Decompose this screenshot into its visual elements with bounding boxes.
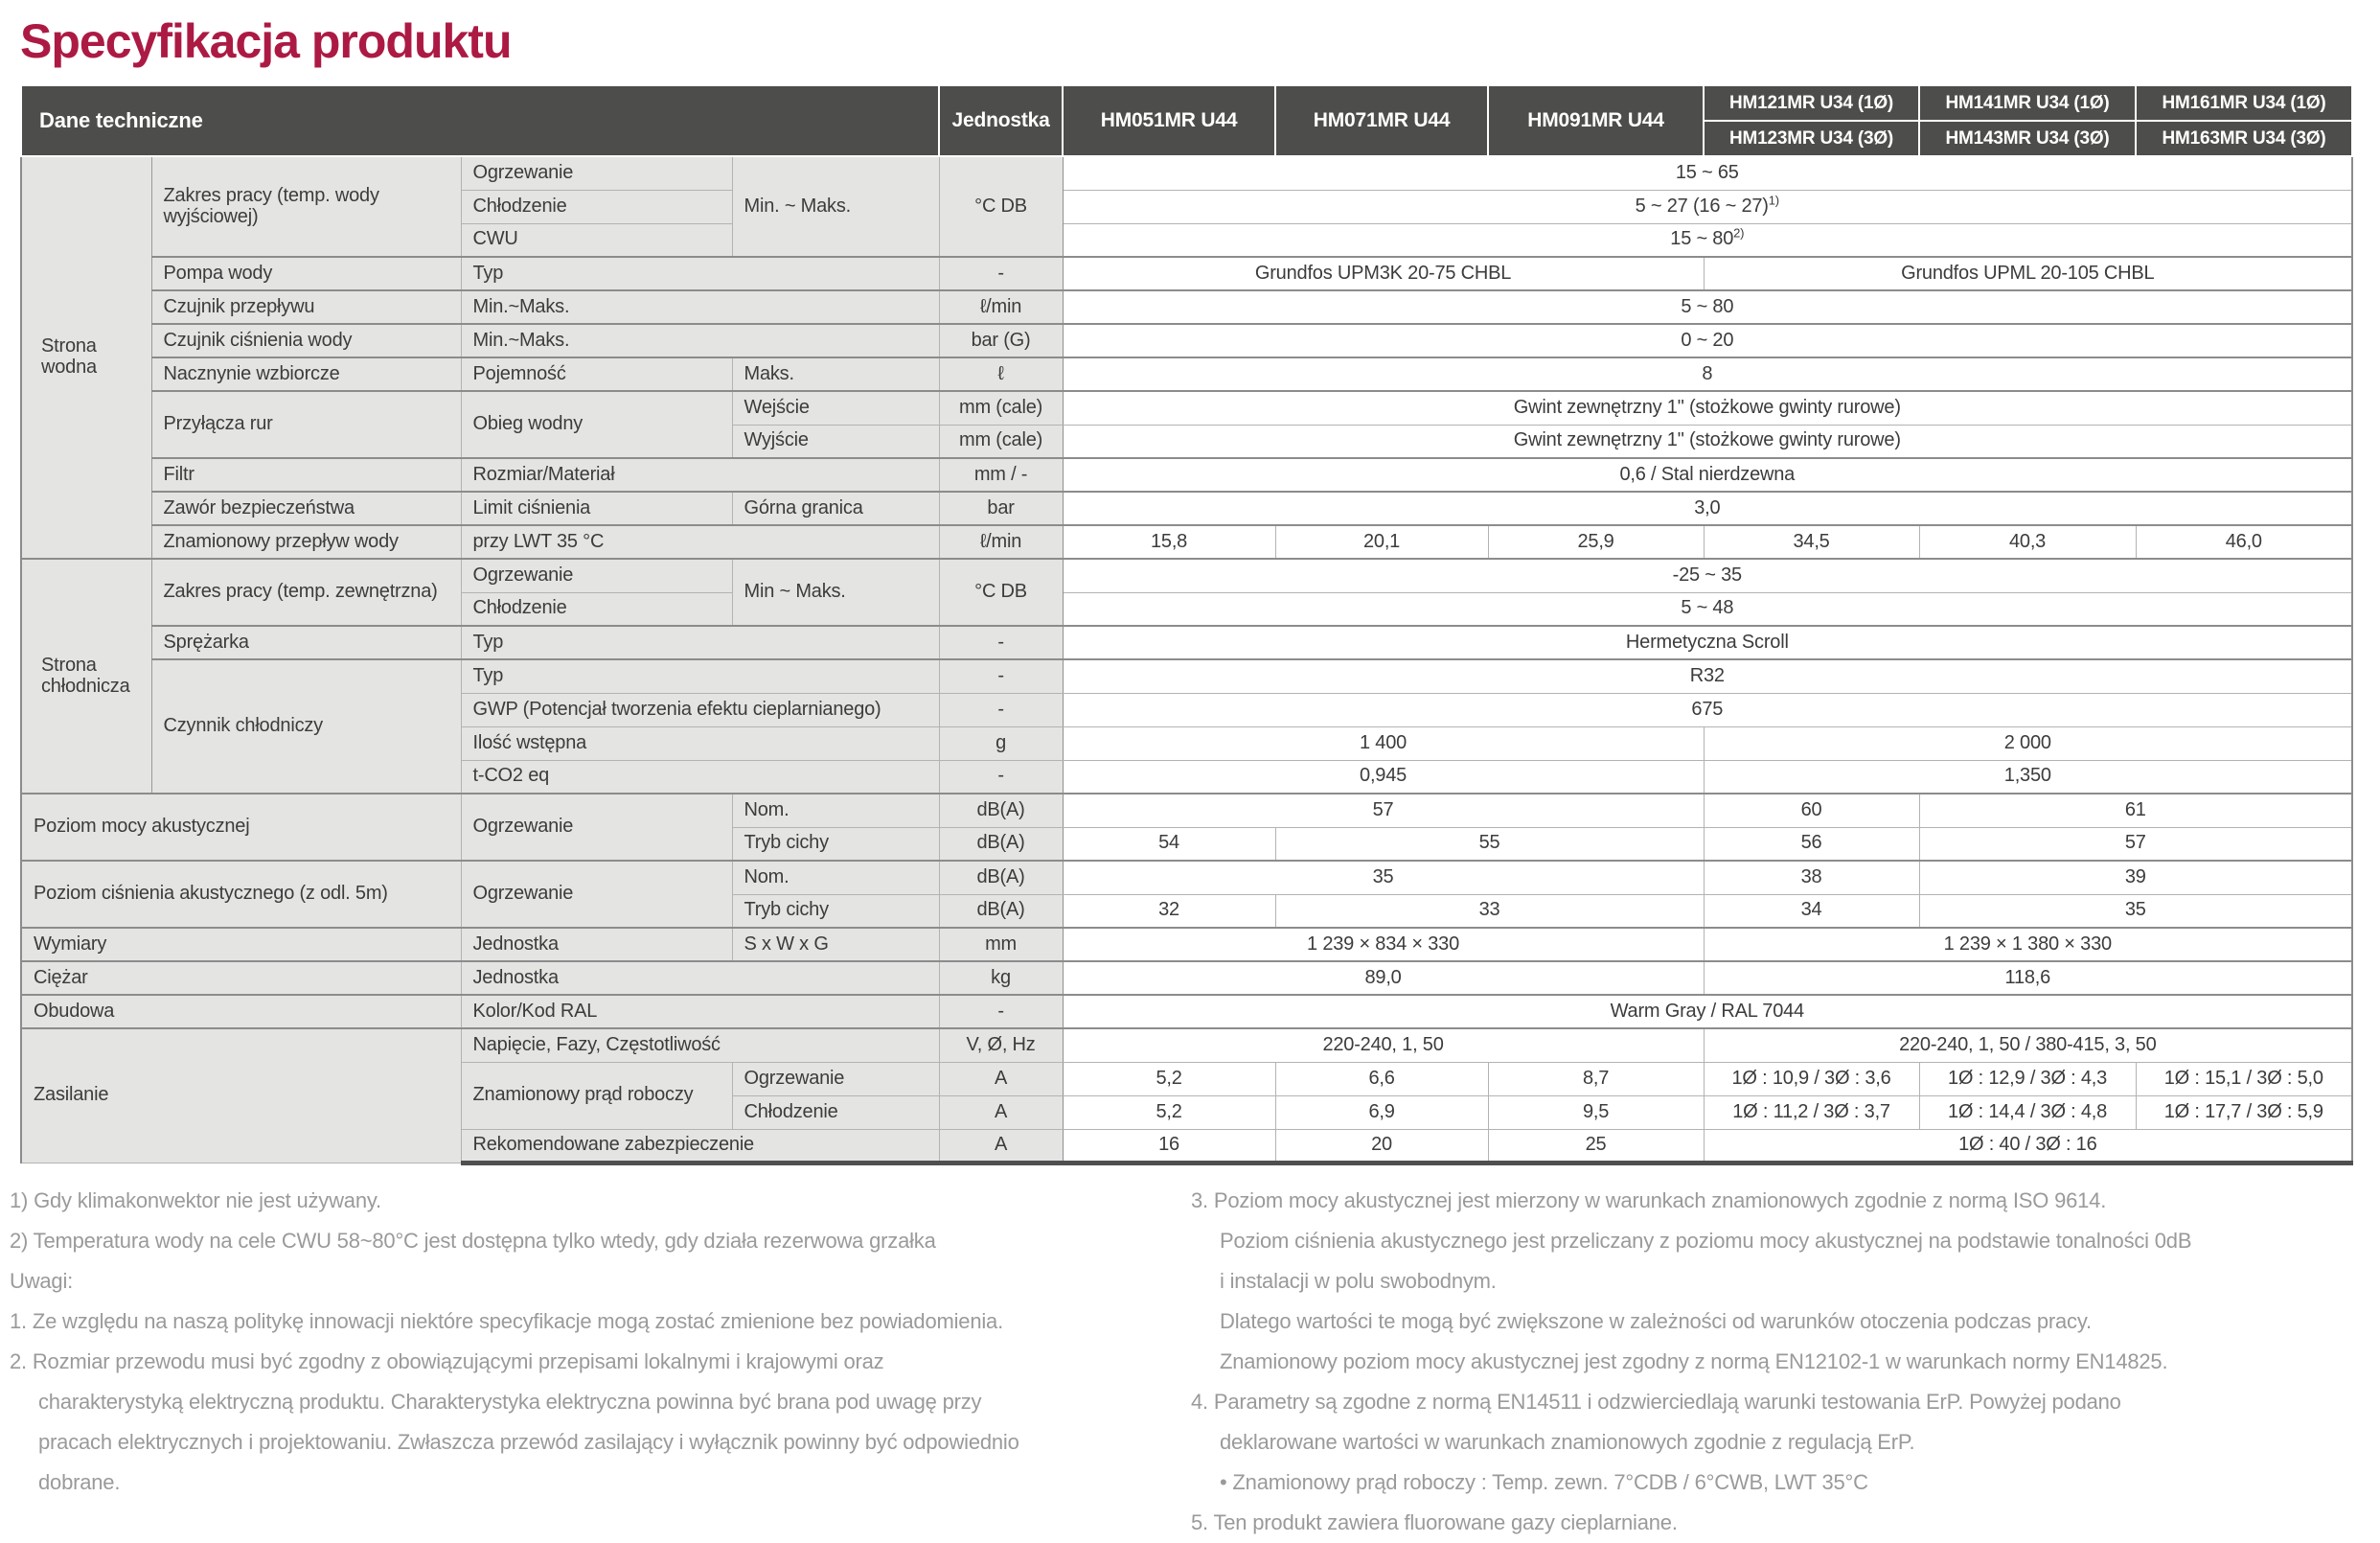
unit-cell: dB(A) [939,894,1063,928]
footnote-line: • Znamionowy prąd roboczy : Temp. zewn. 7°CDB / 6°CWB, LWT 35°C [1220,1469,1868,1494]
unit-cell: mm / - [939,458,1063,492]
unit-cell: mm [939,928,1063,961]
value-cell: 8 [1063,357,2352,391]
model-header: HM141MR U34 (1Ø) [1919,85,2136,121]
sub-label: Ilość wstępna [461,726,939,760]
value-cell: 0,6 / Stal nierdzewna [1063,458,2352,492]
unit-cell: mm (cale) [939,425,1063,458]
table-row [21,659,2352,693]
value-cell: 33 [1275,894,1704,928]
unit-cell: A [939,1062,1063,1095]
row-label: Sprężarka [151,626,461,659]
value-cell: 1Ø : 40 / 3Ø : 16 [1704,1129,2352,1163]
row-label: Zakres pracy (temp. wody wyjściowej) [151,156,461,257]
sub-label: Min.~Maks. [461,290,939,324]
footnote-line: 1) Gdy klimakonwektor nie jest używany. [10,1187,381,1212]
table-row [21,861,2352,894]
footnote-line: 2) Temperatura wody na cele CWU 58~80°C jest dostępna tylko wtedy, gdy działa rezerwowa grzałka [10,1228,936,1253]
row-label: Czujnik ciśnienia wody [151,324,461,357]
value-cell: Grundfos UPML 20-105 CHBL [1704,257,2352,290]
unit-cell: dB(A) [939,861,1063,894]
sub-label: Jednostka [461,961,939,995]
footnote-line: Znamionowy poziom mocy akustycznej jest zgodny z normą EN12102-1 w warunkach normy EN14825. [1220,1348,2168,1373]
model-header: HM121MR U34 (1Ø) [1704,85,1919,121]
value-cell: 1 400 [1063,726,1704,760]
footnote-line: 4. Parametry są zgodne z normą EN14511 i odzwierciedlają warunki testowania ErP. Powyżej podano [1191,1389,2121,1414]
value-cell: 89,0 [1063,961,1704,995]
footnote-line: deklarowane wartości w warunkach znamionowych zgodnie z regulacją ErP. [1220,1429,1915,1454]
model-header: HM161MR U34 (1Ø) [2136,85,2352,121]
value-cell: 55 [1275,827,1704,861]
value-cell: 15 ~ 65 [1063,156,2352,190]
value-cell: 54 [1063,827,1275,861]
footnote-ref: 2) [1733,225,1745,241]
sub-label: przy LWT 35 °C [461,525,939,559]
value-cell: 5 ~ 48 [1063,592,2352,626]
table-header [21,85,2352,156]
model-header: HM163MR U34 (3Ø) [2136,121,2352,156]
value-cell: 1Ø : 11,2 / 3Ø : 3,7 [1704,1095,1919,1129]
detail-label: Min. ~ Maks. [732,156,939,257]
row-label: Ciężar [21,961,461,995]
row-label: Obudowa [21,995,461,1028]
unit-cell: mm (cale) [939,391,1063,425]
unit-cell: V, Ø, Hz [939,1028,1063,1062]
footnote-line: 3. Poziom mocy akustycznej jest mierzony w warunkach znamionowych zgodnie z normą ISO 9614. [1191,1187,2107,1212]
model-header: HM051MR U44 [1063,85,1275,156]
table-row [21,492,2352,525]
value-cell: 5,2 [1063,1095,1275,1129]
row-label: Zakres pracy (temp. zewnętrzna) [151,559,461,626]
footnote-line: Poziom ciśnienia akustycznego jest przeliczany z poziomu mocy akustycznej na podstawie tonalności 0dB [1220,1228,2192,1253]
unit-cell: - [939,626,1063,659]
footnote-line: i instalacji w polu swobodnym. [1220,1268,1497,1293]
sub-label: Rozmiar/Materiał [461,458,939,492]
value-cell: Warm Gray / RAL 7044 [1063,995,2352,1028]
value-cell: 61 [1919,794,2352,827]
unit-cell: ℓ/min [939,290,1063,324]
model-header: HM143MR U34 (3Ø) [1919,121,2136,156]
sub-label: Ogrzewanie [461,794,732,861]
table-row [21,290,2352,324]
value-cell: 1Ø : 17,7 / 3Ø : 5,9 [2136,1095,2352,1129]
value-cell: 5 ~ 27 (16 ~ 27)$^{1)}$ [1063,190,2352,223]
detail-label: Min ~ Maks. [732,559,939,626]
detail-label: Wyjście [732,425,939,458]
detail-label: Nom. [732,794,939,827]
value-cell: -25 ~ 35 [1063,559,2352,592]
value-cell: 6,9 [1275,1095,1488,1129]
value-cell: 39 [1919,861,2352,894]
sub-label: Typ [461,626,939,659]
detail-label: Chłodzenie [732,1095,939,1129]
sub-label: Napięcie, Fazy, Częstotliwość [461,1028,939,1062]
value-cell: 220-240, 1, 50 / 380-415, 3, 50 [1704,1028,2352,1062]
detail-label: Tryb cichy [732,827,939,861]
table-row [21,156,2352,190]
value-cell: 16 [1063,1129,1275,1163]
spec-table [20,84,2353,1165]
unit-cell: - [939,995,1063,1028]
table-row [21,525,2352,559]
value-cell: 57 [1063,794,1704,827]
sub-label: Ogrzewanie [461,156,732,190]
value-cell: 38 [1704,861,1919,894]
value-cell: 0 ~ 20 [1063,324,2352,357]
detail-label: Nom. [732,861,939,894]
section-label: Strona chłodnicza [21,559,151,794]
value-cell: 3,0 [1063,492,2352,525]
value-cell: Hermetyczna Scroll [1063,626,2352,659]
unit-cell: ℓ [939,357,1063,391]
value-cell: 20,1 [1275,525,1488,559]
footnote-line: Dlatego wartości te mogą być zwiększone w zależności od warunków otoczenia podczas pracy. [1220,1308,2092,1333]
value-cell: 25 [1488,1129,1704,1163]
sub-label: Jednostka [461,928,732,961]
value-cell: 46,0 [2136,525,2352,559]
value-cell: 20 [1275,1129,1488,1163]
header-dane-techniczne: Dane techniczne [21,85,939,156]
sub-label: GWP (Potencjał tworzenia efektu cieplarnianego) [461,693,939,726]
sub-label: Kolor/Kod RAL [461,995,939,1028]
row-label: Pompa wody [151,257,461,290]
detail-label: Wejście [732,391,939,425]
row-label: Zawór bezpieczeństwa [151,492,461,525]
value-cell: 34,5 [1704,525,1919,559]
footnote-line: 2. Rozmiar przewodu musi być zgodny z obowiązującymi przepisami lokalnymi i krajowymi oraz [10,1348,884,1373]
unit-cell: bar (G) [939,324,1063,357]
row-label: Czynnik chłodniczy [151,659,461,794]
unit-cell: A [939,1129,1063,1163]
value-cell: R32 [1063,659,2352,693]
value-cell: 35 [1919,894,2352,928]
table-row [21,458,2352,492]
row-label: Znamionowy przepływ wody [151,525,461,559]
value-cell: 15,8 [1063,525,1275,559]
footnote-line: pracach elektrycznych i projektowaniu. Zwłaszcza przewód zasilający i wyłącznik powinny być odpowiednio [38,1429,1019,1454]
value-cell: 1Ø : 15,1 / 3Ø : 5,0 [2136,1062,2352,1095]
unit-cell: kg [939,961,1063,995]
footnote-line: Uwagi: [10,1268,74,1293]
sub-label: Chłodzenie [461,592,732,626]
sub-label: Typ [461,257,939,290]
row-label: Filtr [151,458,461,492]
footnotes-right [1191,1181,2372,1543]
table-row [21,995,2352,1028]
sub-label: Chłodzenie [461,190,732,223]
value-cell: 675 [1063,693,2352,726]
value-cell: Grundfos UPM3K 20-75 CHBL [1063,257,1704,290]
unit-cell: - [939,257,1063,290]
value-cell: 25,9 [1488,525,1704,559]
sub-label: Typ [461,659,939,693]
footnotes [10,1181,2372,1543]
detail-label: Górna granica [732,492,939,525]
value-cell: 15 ~ 80$^{2)}$ [1063,223,2352,257]
unit-cell: ℓ/min [939,525,1063,559]
row-label: Zasilanie [21,1028,461,1163]
table-row [21,961,2352,995]
table-row [21,324,2352,357]
value-cell: 60 [1704,794,1919,827]
unit-cell: A [939,1095,1063,1129]
row-label: Nacznynie wzbiorcze [151,357,461,391]
unit-cell: °C DB [939,559,1063,626]
value-cell: 32 [1063,894,1275,928]
detail-label: Maks. [732,357,939,391]
value-cell: 2 000 [1704,726,2352,760]
model-header: HM091MR U44 [1488,85,1704,156]
value-cell: 57 [1919,827,2352,861]
sub-label: Obieg wodny [461,391,732,458]
page-title: Specyfikacja produktu [20,14,512,68]
row-label: Czujnik przepływu [151,290,461,324]
value-cell: 5,2 [1063,1062,1275,1095]
row-label: Poziom mocy akustycznej [21,794,461,861]
sub-label: Znamionowy prąd roboczy [461,1062,732,1129]
section-label: Strona wodna [21,156,151,559]
sub-label: Ogrzewanie [461,861,732,928]
value-cell: 6,6 [1275,1062,1488,1095]
value-cell: 118,6 [1704,961,2352,995]
value-cell: 1Ø : 14,4 / 3Ø : 4,8 [1919,1095,2136,1129]
unit-cell: - [939,760,1063,794]
footnotes-left [10,1181,1191,1543]
footnote-line: 5. Ten produkt zawiera fluorowane gazy cieplarniane. [1191,1509,1678,1534]
unit-cell: - [939,659,1063,693]
value-cell: 34 [1704,894,1919,928]
value-cell: 1 239 × 1 380 × 330 [1704,928,2352,961]
value-cell: 35 [1063,861,1704,894]
value-cell: 9,5 [1488,1095,1704,1129]
unit-cell: dB(A) [939,827,1063,861]
sub-label: Rekomendowane zabezpieczenie [461,1129,939,1163]
table-row [21,626,2352,659]
detail-label: Ogrzewanie [732,1062,939,1095]
footnote-line: dobrane. [38,1469,121,1494]
model-header: HM071MR U44 [1275,85,1488,156]
footnote-line: 1. Ze względu na naszą politykę innowacji niektóre specyfikacje mogą zostać zmienione bez powiadomienia. [10,1308,1003,1333]
value-cell: 220-240, 1, 50 [1063,1028,1704,1062]
row-label: Poziom ciśnienia akustycznego (z odl. 5m) [21,861,461,928]
unit-cell: g [939,726,1063,760]
sub-label: CWU [461,223,732,257]
table-row [21,391,2352,425]
value-cell: 1 239 × 834 × 330 [1063,928,1704,961]
detail-label: S x W x G [732,928,939,961]
sub-label: Min.~Maks. [461,324,939,357]
model-header: HM123MR U34 (3Ø) [1704,121,1919,156]
table-row [21,1028,2352,1062]
table-row [21,257,2352,290]
table-row [21,357,2352,391]
value-cell: 5 ~ 80 [1063,290,2352,324]
value-cell: Gwint zewnętrzny 1" (stożkowe gwinty rurowe) [1063,391,2352,425]
value-cell: 0,945 [1063,760,1704,794]
footnote-line: charakterystyką elektryczną produktu. Charakterystyka elektryczna powinna być brana pod uwagę przy [38,1389,982,1414]
sub-label: Limit ciśnienia [461,492,732,525]
unit-cell: bar [939,492,1063,525]
sub-label: Ogrzewanie [461,559,732,592]
table-row [21,559,2352,592]
value-cell: Gwint zewnętrzny 1" (stożkowe gwinty rurowe) [1063,425,2352,458]
table-row [21,794,2352,827]
sub-label: Pojemność [461,357,732,391]
table-row [21,928,2352,961]
footnote-ref: 1) [1768,193,1779,208]
detail-label: Tryb cichy [732,894,939,928]
row-label: Przyłącza rur [151,391,461,458]
value-cell: 56 [1704,827,1919,861]
row-label: Wymiary [21,928,461,961]
value-cell: 40,3 [1919,525,2136,559]
value-cell: 1Ø : 10,9 / 3Ø : 3,6 [1704,1062,1919,1095]
unit-cell: dB(A) [939,794,1063,827]
value-cell: 8,7 [1488,1062,1704,1095]
unit-cell: °C DB [939,156,1063,257]
value-cell: 1Ø : 12,9 / 3Ø : 4,3 [1919,1062,2136,1095]
sub-label: t-CO2 eq [461,760,939,794]
unit-cell: - [939,693,1063,726]
header-jednostka: Jednostka [939,85,1063,156]
value-cell: 1,350 [1704,760,2352,794]
